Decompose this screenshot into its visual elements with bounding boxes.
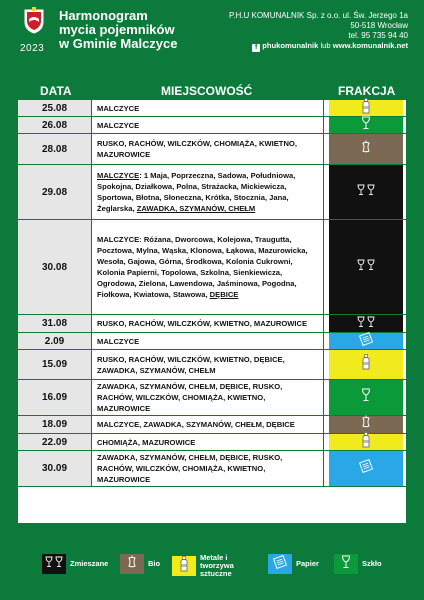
row-date: 26.08 — [18, 117, 92, 133]
table-row — [18, 434, 406, 451]
page-title — [59, 9, 229, 51]
row-places — [92, 220, 324, 314]
website-link[interactable]: www.komunalnik.net — [332, 41, 408, 50]
table-row — [18, 350, 406, 380]
table-row — [18, 117, 406, 134]
fraction-swatch-mixed — [329, 165, 403, 219]
row-places — [92, 100, 324, 116]
row-places — [92, 416, 324, 433]
fraction-swatch-mixed — [329, 315, 403, 332]
row-places — [92, 333, 324, 349]
schedule-table — [18, 81, 406, 523]
legend-swatch-metal — [172, 556, 196, 576]
legend-paper — [268, 554, 319, 574]
legend-metal — [172, 554, 260, 578]
bottle-icon — [361, 354, 371, 375]
place-text: RUSKO, RACHÓW, WILCZKÓW, KWIETNO, MAZUROWICE — [97, 319, 308, 328]
place-underlined: ZAWADKA, SZYMANÓW, CHEŁM — [136, 204, 256, 213]
table-row — [18, 100, 406, 117]
place-text: ZAWADKA, SZYMANÓW, CHEŁM, DĘBICE, RUSKO, RACHÓW, WILCZKÓW, CHOMIĄŻA, KWIETNO, MAZUROWICE — [97, 453, 283, 484]
year-label: 2023 — [20, 43, 45, 54]
row-places — [92, 315, 324, 332]
bottle-icon — [179, 556, 189, 577]
row-date: 16.09 — [18, 380, 92, 415]
facebook-handle[interactable]: phukomunalnik — [262, 41, 319, 50]
header-place: MIEJSCOWOŚĆ — [161, 84, 253, 98]
row-date: 18.09 — [18, 416, 92, 433]
row-places — [92, 134, 324, 164]
legend-bio — [120, 554, 160, 574]
row-date: 31.08 — [18, 315, 92, 332]
page-header — [0, 0, 424, 70]
company-name: P.H.U KOMUNALNIK Sp. z o.o. ul. Św. Jerzego 1a — [228, 11, 408, 20]
row-places — [92, 434, 324, 450]
table-row — [18, 315, 406, 333]
fraction-swatch-glass — [329, 380, 403, 415]
place-text: : 1 Maja, Poprzeczna, Sadowa, Południowa, Spokojna, Działkowa, Polna, Strażacka, Mickiewicza, Sportowa, Błotna, Słoneczna, Krótka, Stocznia, Jana, Żeglarska, — [97, 171, 296, 213]
legend-swatch-paper — [268, 554, 292, 574]
place-text: ZAWADKA, SZYMANÓW, CHEŁM, DĘBICE, RUSKO, RACHÓW, WILCZKÓW, CHOMIĄŻA, KWIETNO, MAZUROWICE — [97, 382, 283, 413]
row-fraction — [325, 350, 406, 379]
fraction-swatch-paper — [329, 333, 403, 349]
legend-swatch-bio — [120, 554, 144, 574]
place-text: MALCZYCE, ZAWADKA, SZYMANÓW, CHEŁM, DĘBICE — [97, 420, 295, 429]
row-fraction — [325, 100, 406, 116]
row-fraction — [325, 165, 406, 219]
wine-glass-icon — [361, 388, 371, 407]
newspaper-icon — [359, 459, 373, 478]
title-line: mycia pojemników — [59, 22, 175, 37]
title-line: Harmonogram — [59, 8, 148, 23]
header-date: DATA — [40, 84, 72, 98]
fraction-swatch-metal — [329, 350, 403, 379]
row-fraction — [325, 333, 406, 349]
table-row — [18, 165, 406, 220]
legend-label: Zmieszane — [70, 559, 109, 568]
legend-glass — [334, 554, 382, 574]
row-fraction — [325, 416, 406, 433]
bottle-icon — [361, 432, 371, 453]
wine-glass-icon — [361, 116, 371, 135]
place-text: RUSKO, RACHÓW, WILCZKÓW, CHOMIĄŻA, KWIETNO, MAZUROWICE — [97, 139, 297, 159]
row-fraction — [325, 220, 406, 314]
header-fraction: FRAKCJA — [338, 84, 396, 98]
place-text: MALCZYCE — [97, 103, 140, 113]
link-word: lub — [320, 41, 331, 50]
row-places — [92, 451, 324, 486]
legend-label: Bio — [148, 559, 161, 568]
fraction-swatch-paper — [329, 451, 403, 486]
legend-mixed — [42, 554, 108, 574]
legend-swatch-mixed — [42, 554, 66, 574]
fraction-swatch-glass — [329, 117, 403, 133]
fraction-swatch-bio — [329, 134, 403, 164]
legend-label: Metale i tworzywa sztuczne — [200, 553, 234, 578]
row-places — [92, 380, 324, 415]
row-date: 29.08 — [18, 165, 92, 219]
row-places — [92, 350, 324, 379]
company-web — [229, 41, 408, 52]
mixed-waste-icon — [45, 555, 63, 573]
row-fraction — [325, 451, 406, 486]
title-line: w Gminie Malczyce — [59, 36, 178, 51]
legend — [0, 540, 424, 600]
row-places — [92, 117, 324, 133]
place-text: MALCZYCE: Różana, Dworcowa, Kolejowa, Traugutta, Pocztowa, Mylna, Wąska, Klonowa, Łąkowa, Mazurowicka, Wesoła, Gajowa, Górna, Środkowa, Kolonia Cukrowni, Kolonia Papierni, Topolowa, Szkolna, Sienkiewicza, Ogrodowa, Zielona, Lawendowa, Jaśminowa, Pogodna, Fiołkowa, Kwiatowa, Stawowa, — [97, 235, 308, 299]
row-fraction — [325, 315, 406, 332]
table-row — [18, 451, 406, 487]
company-info — [229, 11, 408, 52]
place-text: MALCZYCE — [97, 336, 140, 346]
apple-core-icon — [361, 140, 371, 159]
row-date: 28.08 — [18, 134, 92, 164]
place-underlined: MALCZYCE — [97, 171, 140, 180]
fraction-swatch-bio — [329, 416, 403, 433]
table-row — [18, 380, 406, 416]
fraction-swatch-metal — [329, 434, 403, 450]
row-fraction — [325, 434, 406, 450]
row-date: 25.08 — [18, 100, 92, 116]
place-text: RUSKO, RACHÓW, WILCZKÓW, KWIETNO, DĘBICE, ZAWADKA, SZYMANÓW, CHEŁM — [97, 354, 285, 375]
table-row — [18, 134, 406, 165]
mixed-waste-icon — [357, 183, 375, 201]
row-places — [92, 165, 324, 219]
mixed-waste-icon — [357, 258, 375, 276]
company-city: 50-518 Wrocław — [350, 21, 408, 30]
table-row — [18, 220, 406, 315]
place-text: MALCZYCE — [97, 120, 140, 130]
row-date: 2.09 — [18, 333, 92, 349]
place-text: CHOMIĄŻA, MAZUROWICE — [97, 437, 196, 447]
legend-label: Szkło — [362, 559, 382, 568]
row-date: 30.09 — [18, 451, 92, 486]
newspaper-icon — [359, 332, 373, 351]
fraction-swatch-metal — [329, 100, 403, 116]
apple-core-icon — [127, 555, 137, 574]
row-fraction — [325, 134, 406, 164]
table-row — [18, 333, 406, 350]
place-underlined: DĘBICE — [209, 290, 239, 299]
facebook-icon: f — [252, 44, 260, 52]
table-row — [18, 416, 406, 434]
row-fraction — [325, 117, 406, 133]
row-fraction — [325, 380, 406, 415]
wine-glass-icon — [341, 555, 351, 574]
legend-label: Papier — [296, 559, 319, 568]
company-phone: tel. 95 735 94 40 — [348, 31, 408, 40]
row-date: 22.09 — [18, 434, 92, 450]
row-date: 15.09 — [18, 350, 92, 379]
legend-swatch-glass — [334, 554, 358, 574]
newspaper-icon — [273, 555, 287, 574]
table-header — [18, 81, 406, 100]
row-date: 30.08 — [18, 220, 92, 314]
mixed-waste-icon — [357, 315, 375, 333]
fraction-swatch-mixed — [329, 220, 403, 314]
coat-of-arms-icon — [23, 6, 45, 34]
